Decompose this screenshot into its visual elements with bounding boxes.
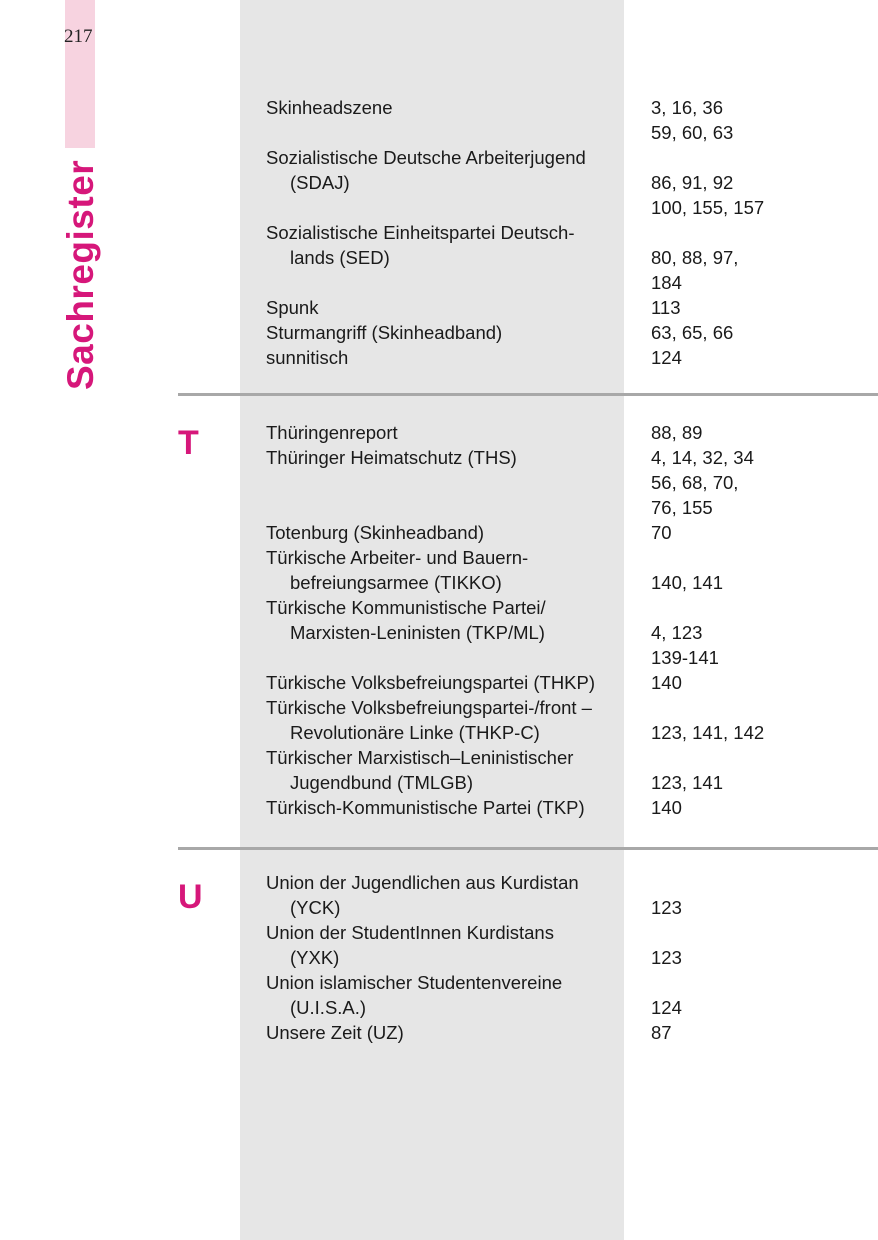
index-page-refs: 184 [651,272,682,293]
index-entry-line [0,620,878,645]
index-entry-line [0,220,878,245]
index-entry-line [0,670,878,695]
index-entry-line [0,95,878,120]
index-term: Unsere Zeit (UZ) [266,1022,404,1043]
index-term: Skinheadszene [266,97,393,118]
index-term: Sozialistische Deutsche Arbeiterjugend [266,147,586,168]
index-term: Türkischer Marxistisch–Leninistischer [266,747,574,768]
index-entry-line [0,295,878,320]
index-entry-line [0,795,878,820]
index-term: (U.I.S.A.) [290,997,367,1018]
index-entry-line [0,720,878,745]
index-term: Union islamischer Studentenvereine [266,972,563,993]
section-letter-u: U [178,878,203,916]
index-term: Thüringenreport [266,422,398,443]
index-term: Revolutionäre Linke (THKP-C) [290,722,540,743]
index-entry-line [0,1020,878,1045]
index-entry-line [0,745,878,770]
index-page-refs: 123 [651,947,682,968]
index-term: Türkisch-Kommunistische Partei (TKP) [266,797,585,818]
index-page-refs: 56, 68, 70, [651,472,739,493]
index-term: Türkische Arbeiter- und Bauern- [266,547,529,568]
index-page-refs: 86, 91, 92 [651,172,734,193]
index-entry-line [0,470,878,495]
index-entry-line [0,545,878,570]
section-letter-t: T [178,424,199,462]
index-entry-line [0,970,878,995]
index-term: Marxisten-Leninisten (TKP/ML) [290,622,545,643]
index-entry-line [0,895,878,920]
index-page-refs: 140 [651,797,682,818]
index-page-refs: 3, 16, 36 [651,97,724,118]
index-section-s [0,95,878,370]
index-entry-line [0,320,878,345]
index-page-refs: 113 [651,297,681,318]
page-number: 217 [64,26,93,47]
index-entry-line [0,345,878,370]
index-entry-line [0,570,878,595]
index-entry-line [0,145,878,170]
index-term: Sozialistische Einheitspartei Deutsch- [266,222,575,243]
index-term: Türkische Volksbefreiungspartei (THKP) [266,672,596,693]
index-page-refs: 4, 123 [651,622,703,643]
section-title: Sachregister [60,159,101,390]
index-term: Union der StudentInnen Kurdistans [266,922,554,943]
index-term: Türkische Volksbefreiungspartei-/front – [266,697,592,718]
index-page-refs: 80, 88, 97, [651,247,739,268]
index-term: Totenburg (Skinheadband) [266,522,485,543]
index-entry-line [0,945,878,970]
index-term: Türkische Kommunistische Partei/ [266,597,546,618]
index-section-u [0,870,878,1045]
index-entry-line [0,920,878,945]
index-page-refs: 139-141 [651,647,719,668]
index-page-refs: 70 [651,522,672,543]
index-entry-line [0,520,878,545]
index-term: Thüringer Heimatschutz (THS) [266,447,517,468]
index-page-refs: 123 [651,897,682,918]
index-term: Jugendbund (TMLGB) [290,772,474,793]
index-page-refs: 4, 14, 32, 34 [651,447,754,468]
index-page-refs: 63, 65, 66 [651,322,734,343]
index-term: lands (SED) [290,247,390,268]
index-term: befreiungsarmee (TIKKO) [290,572,502,593]
index-entry-line [0,270,878,295]
index-page-refs: 124 [651,347,682,368]
index-term: (YXK) [290,947,340,968]
index-term: (SDAJ) [290,172,350,193]
index-term: Sturmangriff (Skinheadband) [266,322,503,343]
index-entry-line [0,695,878,720]
index-page-refs: 123, 141 [651,772,724,793]
index-page-refs: 123, 141, 142 [651,722,765,743]
index-page-refs: 124 [651,997,682,1018]
index-entry-line [0,195,878,220]
index-entry-line [0,995,878,1020]
index-entry-line [0,645,878,670]
index-entry-line [0,120,878,145]
section-divider [178,847,878,850]
section-divider [178,393,878,396]
index-entry-line [0,770,878,795]
index-page-refs: 100, 155, 157 [651,197,765,218]
index-entry-line [0,170,878,195]
index-page-refs: 76, 155 [651,497,713,518]
index-term: Spunk [266,297,319,318]
index-entry-line [0,445,878,470]
index-section-t [0,420,878,820]
index-entry-line [0,870,878,895]
index-entry-line [0,495,878,520]
index-entry-line [0,420,878,445]
index-term: (YCK) [290,897,341,918]
index-page-refs: 59, 60, 63 [651,122,734,143]
index-page-refs: 140, 141 [651,572,724,593]
index-page-refs: 87 [651,1022,672,1043]
index-entry-line [0,595,878,620]
index-page-refs: 140 [651,672,682,693]
index-page-refs: 88, 89 [651,422,703,443]
index-entry-line [0,245,878,270]
index-term: Union der Jugendlichen aus Kurdistan [266,872,579,893]
index-term: sunnitisch [266,347,349,368]
